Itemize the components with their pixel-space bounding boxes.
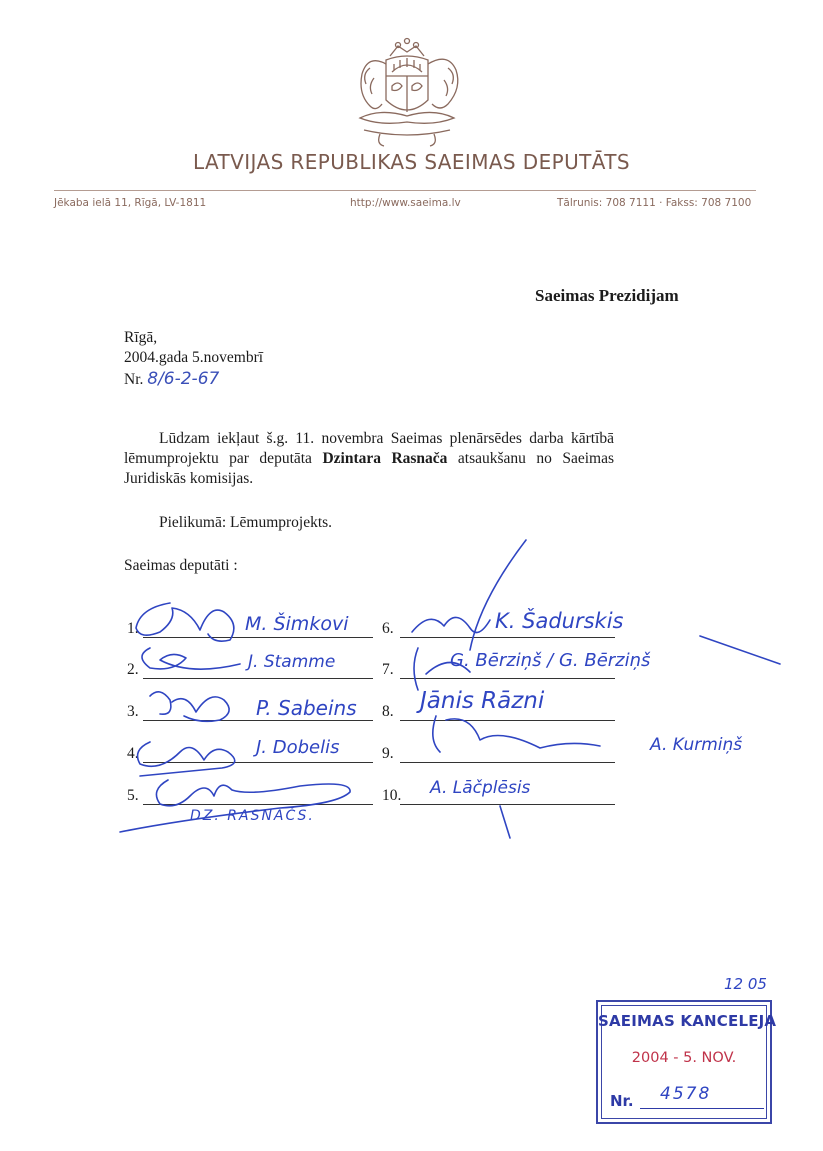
signature-name-10: A. Lāčplēsis: [430, 778, 531, 798]
signature-line-7: [400, 678, 615, 679]
signature-line-6: [400, 637, 615, 638]
registration-stamp: [596, 1000, 777, 1124]
stamp-number-line: [640, 1108, 764, 1109]
date: 2004.gada 5.novembrī: [124, 349, 264, 366]
stamp-time-note: 12 05: [724, 975, 767, 993]
coat-of-arms-icon: [340, 34, 475, 150]
addressee: Saeimas Prezidijam: [535, 286, 679, 305]
signature-number-4: 4.: [127, 745, 139, 762]
signature-name-2: J. Stamme: [248, 652, 336, 672]
reference-number-label: Nr.: [124, 371, 144, 388]
signature-line-8: [400, 720, 615, 721]
signature-number-2: 2.: [127, 661, 139, 678]
annex-note: Pielikumā: Lēmumprojekts.: [159, 514, 333, 531]
signature-line-5: [143, 804, 373, 805]
stamp-number-label: Nr.: [610, 1092, 634, 1110]
reference-number-value: 8/6-2-67: [147, 369, 220, 389]
signature-name-1: M. Šimkovi: [245, 613, 349, 635]
signature-line-2: [143, 678, 373, 679]
signature-number-6: 6.: [382, 620, 394, 637]
signature-number-7: 7.: [382, 661, 394, 678]
signature-name-5: DZ. RASNAČS.: [190, 808, 315, 824]
request-outro: atsaukšanu no Saeimas Juridiskās komisijas.: [124, 450, 615, 487]
letterhead-address: Jēkaba ielā 11, Rīgā, LV-1811: [54, 197, 207, 209]
signature-number-3: 3.: [127, 703, 139, 720]
signature-line-4: [143, 762, 373, 763]
signature-line-1: [143, 637, 373, 638]
signature-line-10: [400, 804, 615, 805]
signature-name-7: G. Bērziņš / G. Bērziņš: [450, 650, 651, 671]
deputies-label: Saeimas deputāti :: [124, 557, 238, 574]
letterhead-website: http://www.saeima.lv: [350, 197, 461, 209]
signature-number-8: 8.: [382, 703, 394, 720]
letterhead-phone-fax: Tālrunis: 708 7111 · Fakss: 708 7100: [557, 197, 752, 209]
signature-name-4: J. Dobelis: [256, 737, 340, 758]
signature-number-10: 10.: [382, 787, 402, 804]
signature-line-3: [143, 720, 373, 721]
request-paragraph: [124, 429, 614, 489]
deputy-name: Dzintara Rasnača: [322, 450, 448, 467]
letterhead-title: LATVIJAS REPUBLIKAS SAEIMAS DEPUTĀTS: [193, 150, 630, 174]
stamp-date: 2004 - 5. NOV.: [631, 1050, 737, 1066]
stamp-number-value: 4578: [660, 1084, 712, 1104]
signature-name-9: A. Kurmiņš: [650, 735, 743, 755]
signature-name-8: Jānis Rāzni: [420, 688, 545, 714]
letterhead-divider: [54, 190, 756, 191]
reference-number: [124, 369, 219, 389]
signature-name-3: P. Sabeins: [256, 696, 357, 720]
signature-number-1: 1.: [127, 620, 139, 637]
place: Rīgā,: [124, 329, 158, 346]
signature-line-9: [400, 762, 615, 763]
signature-name-6: K. Šadurskis: [495, 609, 624, 633]
signature-number-5: 5.: [127, 787, 139, 804]
signature-number-9: 9.: [382, 745, 394, 762]
request-intro: Lūdzam iekļaut š.g. 11. novembra Saeimas plenārsēdes darba kārtībā lēmumprojektu par deputāta: [124, 430, 614, 467]
stamp-title: SAEIMAS KANCELEJA: [598, 1012, 777, 1030]
